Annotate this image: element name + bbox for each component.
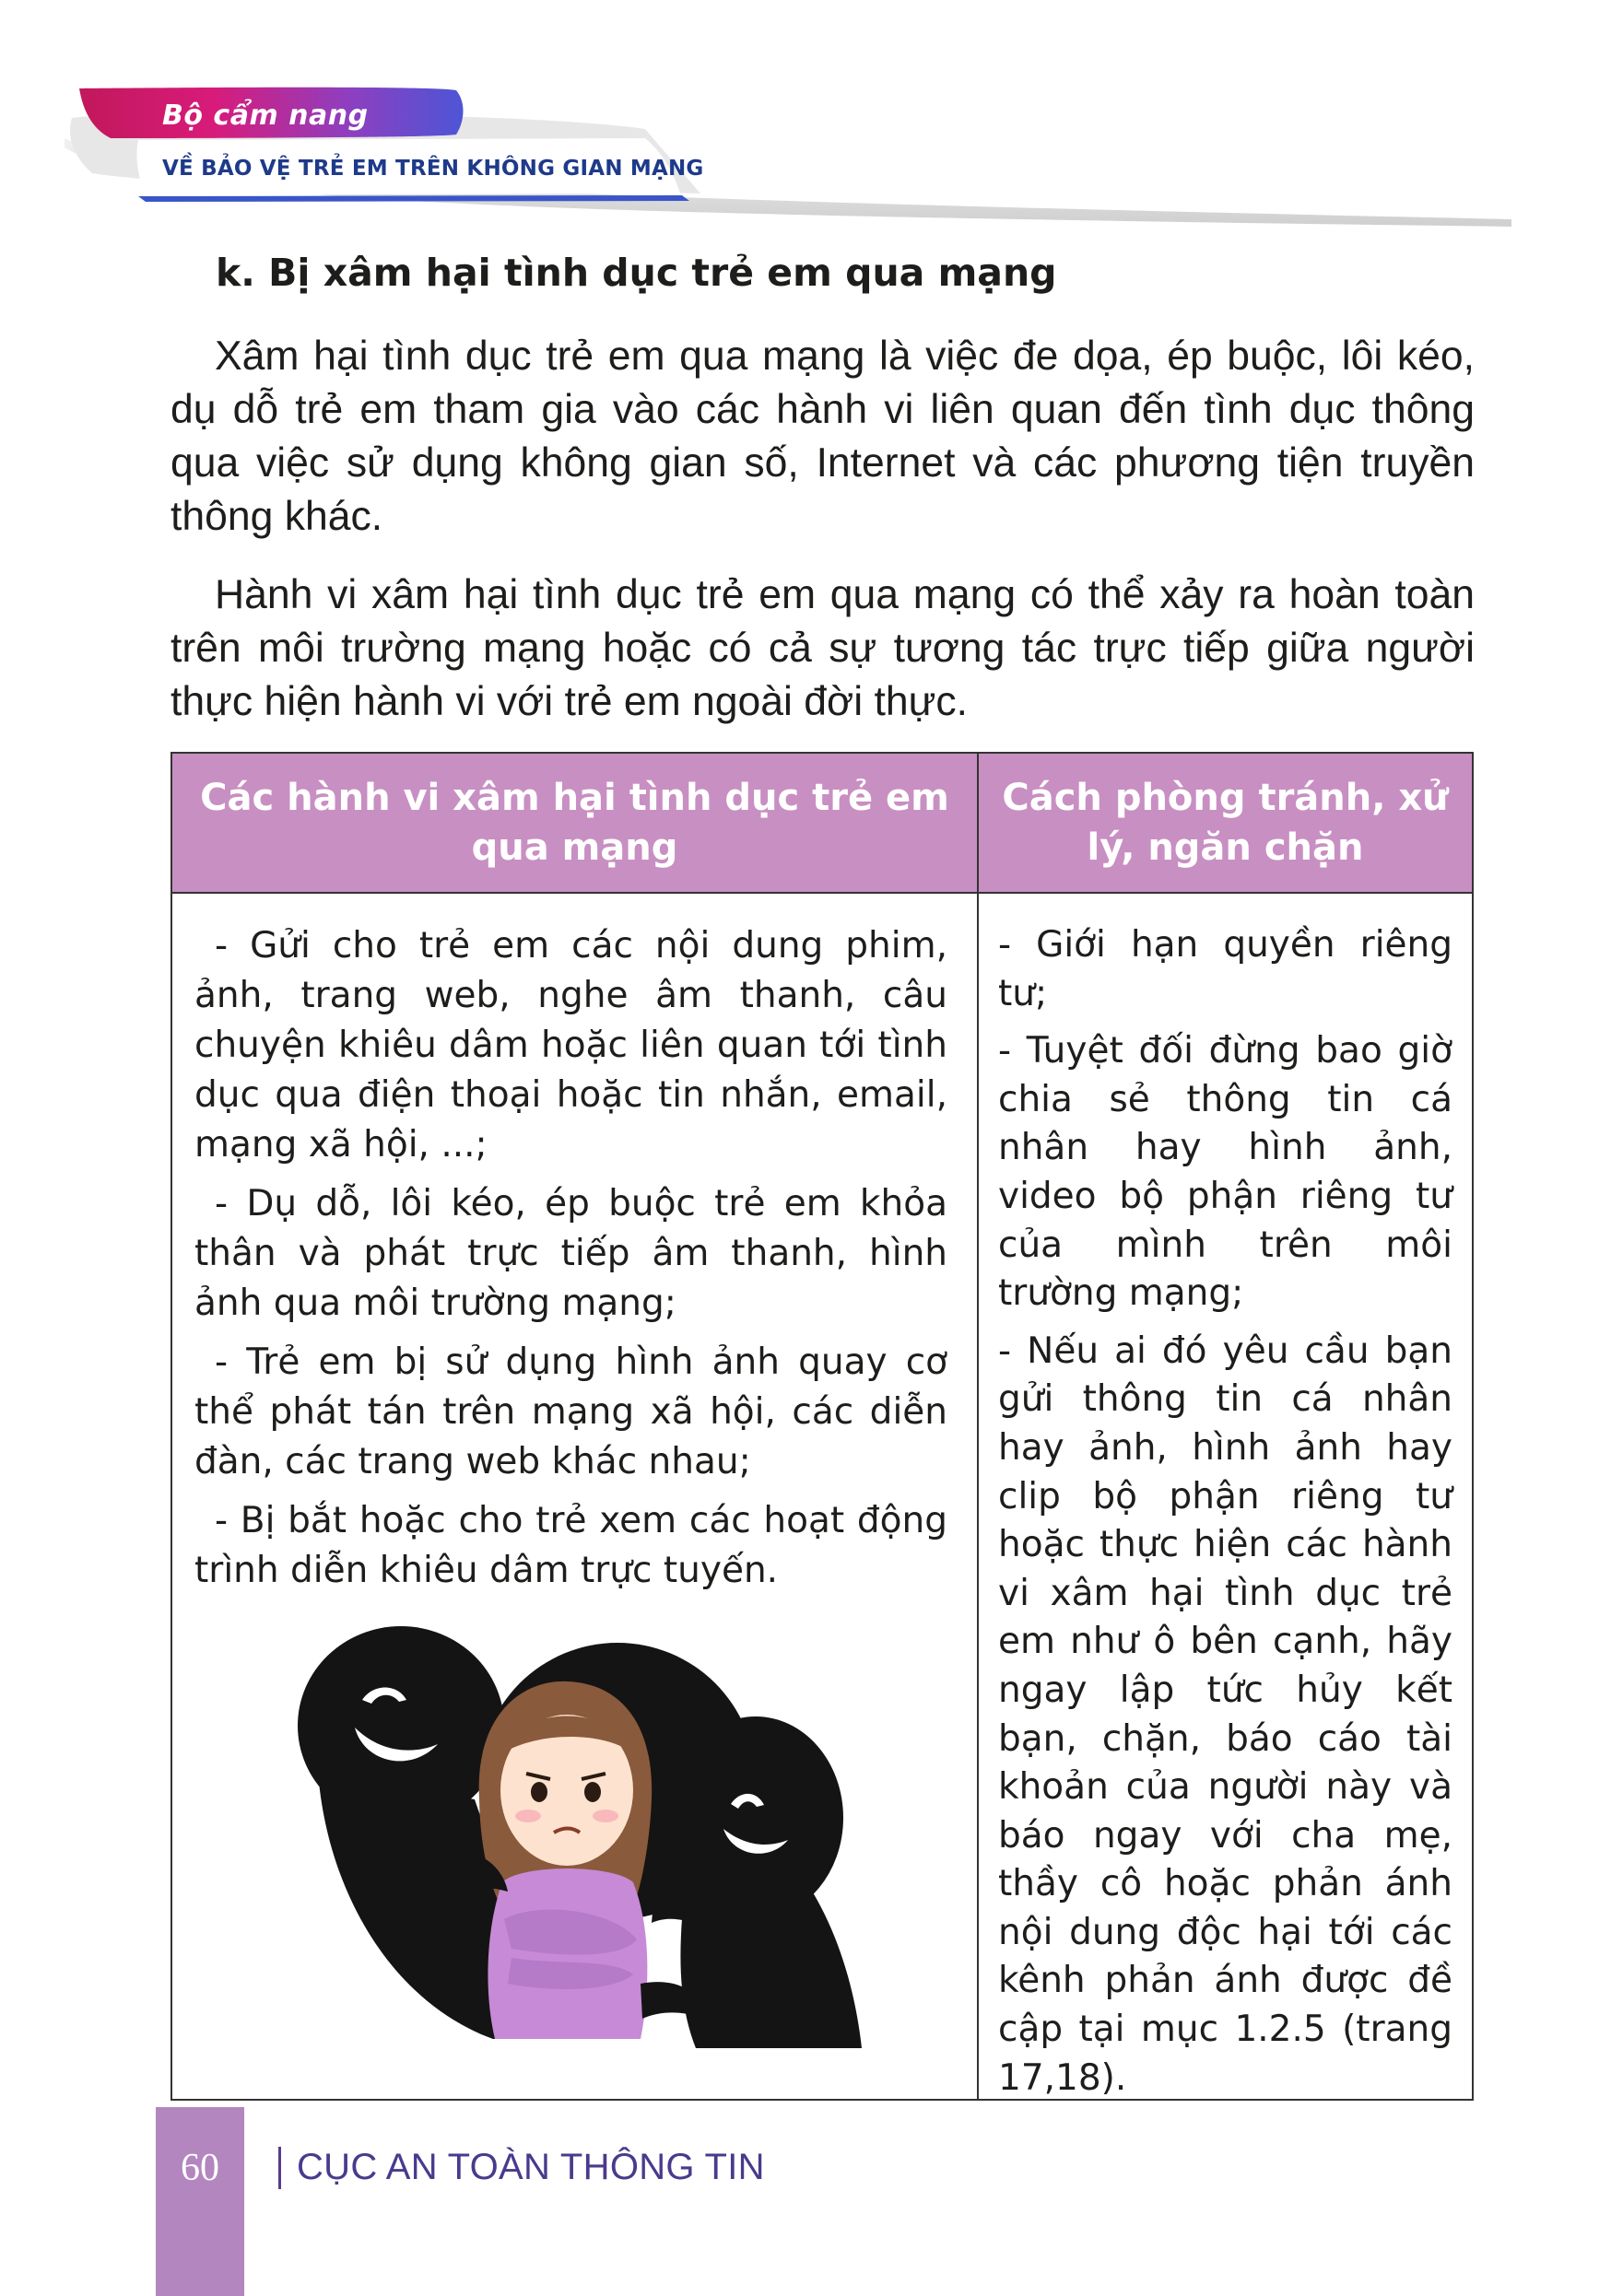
footer-page-bar — [156, 2107, 244, 2296]
behaviors-column — [194, 921, 947, 1605]
header-title: Bộ cẩm nang — [162, 100, 369, 132]
table-header-behaviors: Các hành vi xâm hại tình dục trẻ em qua mạng — [172, 754, 977, 892]
prevention-item: - Nếu ai đó yêu cầu bạn gửi thông tin cá nhân hay ảnh, hình ảnh hay clip bộ phận riêng tư hoặc thực hiện các hành vi xâm hại tình dục trẻ em như ô bên cạnh, hãy ngay lập tức hủy kết bạn, chặn, báo cáo tài khoản của người này và báo ngay với cha mẹ, thầy cô hoặc phản ánh nội dung độc hại tới các kênh phản ánh được đề cập tại mục 1.2.5 (trang 17,18). — [998, 1330, 1452, 2099]
behavior-item: - Dụ dỗ, lôi kéo, ép buộc trẻ em khỏa thân và phát trực tiếp âm thanh, hình ảnh qua môi trường mạng; — [194, 1183, 947, 1324]
table-header-prevention: Cách phòng tránh, xử lý, ngăn chặn — [979, 754, 1472, 892]
page-number: 60 — [181, 2147, 219, 2189]
footer-organization: CỤC AN TOÀN THÔNG TIN — [297, 2147, 765, 2187]
frightened-child-illustration — [290, 1615, 889, 2048]
footer-divider — [278, 2147, 281, 2189]
behaviors-table — [171, 752, 1474, 2101]
prevention-column — [998, 921, 1452, 2112]
paragraph-context: Hành vi xâm hại tình dục trẻ em qua mạng có thể xảy ra hoàn toàn trên môi trường mạng hoặc có cả sự tương tác trực tiếp giữa người thực hiện hành vi với trẻ em ngoài đời thực. — [171, 572, 1475, 724]
header-subtitle: VỀ BẢO VỆ TRẺ EM TRÊN KHÔNG GIAN MẠNG — [162, 157, 704, 181]
section-title: k. Bị xâm hại tình dục trẻ em qua mạng — [216, 251, 1057, 295]
behavior-item: - Bị bắt hoặc cho trẻ xem các hoạt động trình diễn khiêu dâm trực tuyến. — [194, 1500, 947, 1591]
paragraph-definition: Xâm hại tình dục trẻ em qua mạng là việc đe dọa, ép buộc, lôi kéo, dụ dỗ trẻ em tham gia vào các hành vi liên quan đến tình dục thông qua việc sử dụng không gian số, Internet và các phương tiện truyền thông khác. — [171, 334, 1475, 539]
header-banner — [0, 0, 1611, 240]
behavior-item: - Trẻ em bị sử dụng hình ảnh quay cơ thể phát tán trên mạng xã hội, các diễn đàn, các trang web khác nhau; — [194, 1341, 947, 1482]
table-column-divider — [977, 754, 979, 2099]
prevention-item: - Giới hạn quyền riêng tư; — [998, 924, 1452, 1014]
behavior-item: - Gửi cho trẻ em các nội dung phim, ảnh, trang web, nghe âm thanh, câu chuyện khiêu dâm hoặc liên quan tới tình dục qua điện thoại hoặc tin nhắn, email, mạng xã hội, ...; — [194, 925, 947, 1166]
prevention-item: - Tuyệt đối đừng bao giờ chia sẻ thông tin cá nhân hay hình ảnh, video bộ phận riêng tư của mình trên môi trường mạng; — [998, 1030, 1452, 1315]
table-header-divider — [172, 892, 1472, 894]
